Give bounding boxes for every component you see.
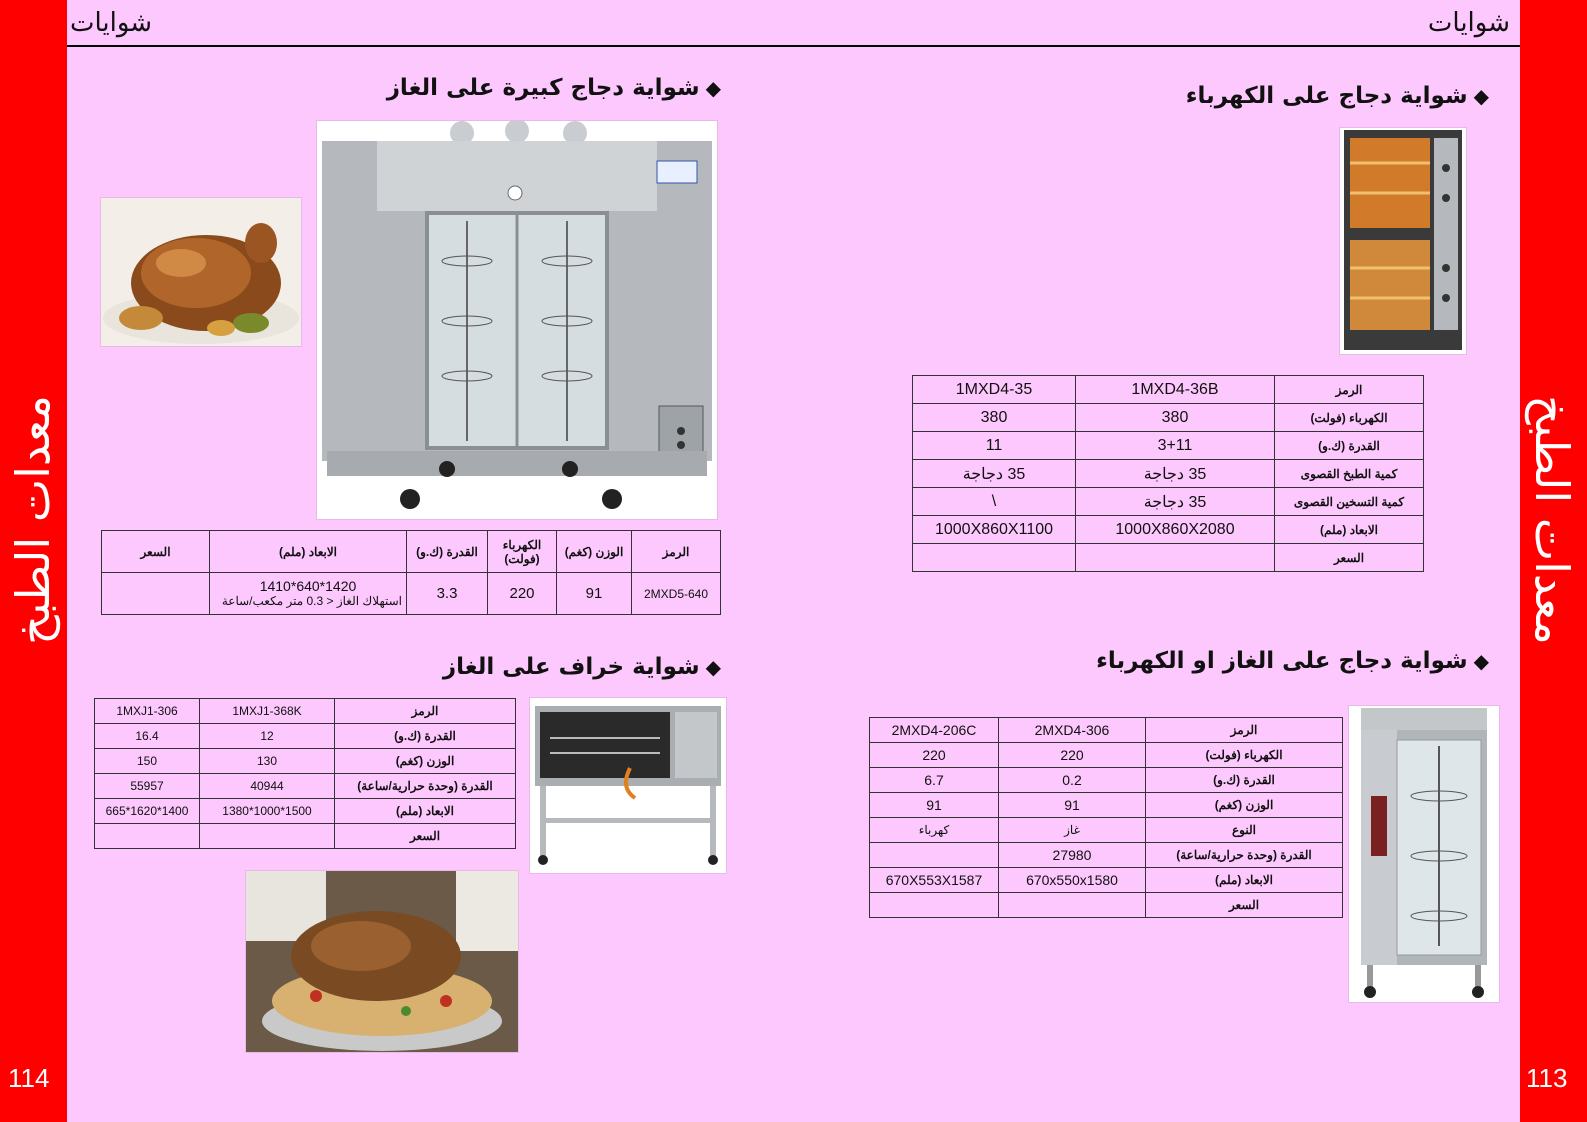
table-row: الابعاد (ملم) 1500*1000*1380 1400*1620*665 bbox=[95, 799, 516, 824]
roast-chicken-image bbox=[100, 197, 302, 347]
lamb-dish-image bbox=[245, 870, 519, 1053]
electric-rotisserie-image bbox=[1339, 127, 1467, 355]
header-volt: الكهرباء (فولت) bbox=[488, 531, 557, 573]
header-weight: الوزن (كغم) bbox=[557, 531, 632, 573]
table-row: الرمز 1MXD4-36B 1MXD4-35 bbox=[913, 376, 1424, 404]
table-row: النوع غاز كهرباء bbox=[870, 818, 1343, 843]
cell-volt: 220 bbox=[488, 573, 557, 615]
table-row: كمية الطبخ القصوى 35 دجاجة 35 دجاجة bbox=[913, 460, 1424, 488]
page-number-right: 113 bbox=[1526, 1063, 1568, 1093]
electric-spec-table bbox=[912, 375, 1424, 572]
table-row: الرمز 2MXD4-306 2MXD4-206C bbox=[870, 718, 1343, 743]
page-header-right: شوايات bbox=[1427, 8, 1510, 38]
table-row: الابعاد (ملم) 670x550x1580 670X553X1587 bbox=[870, 868, 1343, 893]
diamond-bullet-icon: ◆ bbox=[705, 76, 721, 100]
section-title-gas-or-electric: ◆شواية دجاج على الغاز او الكهرباء bbox=[1096, 648, 1489, 674]
diamond-bullet-icon: ◆ bbox=[705, 655, 721, 679]
header-divider bbox=[67, 45, 1520, 47]
cell-dims bbox=[210, 573, 407, 615]
cell-price bbox=[102, 573, 210, 615]
table-row: القدرة (ك.و) 12 16.4 bbox=[95, 724, 516, 749]
section-title-big-gas: ◆شواية دجاج كبيرة على الغاز bbox=[386, 75, 721, 101]
cell-weight: 91 bbox=[557, 573, 632, 615]
header-price: السعر bbox=[102, 531, 210, 573]
table-header-row bbox=[102, 531, 721, 573]
gas-or-electric-spec-table bbox=[869, 717, 1343, 918]
header-dims: الابعاد (ملم) bbox=[210, 531, 407, 573]
table-row: كمية التسخين القصوى 35 دجاجة \ bbox=[913, 488, 1424, 516]
page-number-left: 114 bbox=[8, 1063, 50, 1093]
table-row: القدرة (ك.و) 0.2 6.7 bbox=[870, 768, 1343, 793]
gas-consumption: استهلاك الغاز < 0.3 متر مكعب/ساعة bbox=[221, 593, 402, 608]
section-title-lamb-gas: ◆شواية خراف على الغاز bbox=[442, 654, 721, 680]
table-row: القدرة (وحدة حرارية/ساعة) 27980 bbox=[870, 843, 1343, 868]
table-row: الكهرباء (فولت) 220 220 bbox=[870, 743, 1343, 768]
table-row: الوزن (كغم) 91 91 bbox=[870, 793, 1343, 818]
cell-power: 3.3 bbox=[407, 573, 488, 615]
dims-value: 1420*640*1410 bbox=[259, 577, 357, 594]
big-gas-rotisserie-image bbox=[316, 120, 718, 520]
lamb-rotisserie-image bbox=[529, 697, 727, 874]
table-row: القدرة (وحدة حرارية/ساعة) 40944 55957 bbox=[95, 774, 516, 799]
diamond-bullet-icon: ◆ bbox=[1473, 649, 1489, 673]
page-header-left: شوايات bbox=[70, 8, 153, 38]
section-title-electric: ◆شواية دجاج على الكهرباء bbox=[1185, 83, 1489, 109]
table-row: السعر bbox=[95, 824, 516, 849]
left-side-title: معدات الطبخ bbox=[6, 395, 60, 645]
right-side-title: معدات الطبخ bbox=[1525, 395, 1579, 645]
cell-code: 2MXD5-640 bbox=[632, 573, 721, 615]
gas-electric-rotisserie-image bbox=[1348, 705, 1500, 1003]
table-row bbox=[102, 573, 721, 615]
table-row: السعر bbox=[913, 544, 1424, 572]
diamond-bullet-icon: ◆ bbox=[1473, 84, 1489, 108]
big-gas-spec-table bbox=[101, 530, 721, 615]
table-row: الكهرباء (فولت) 380 380 bbox=[913, 404, 1424, 432]
lamb-spec-table bbox=[94, 698, 516, 849]
header-power: القدرة (ك.و) bbox=[407, 531, 488, 573]
table-row: القدرة (ك.و) 3+11 11 bbox=[913, 432, 1424, 460]
table-row: الابعاد (ملم) 1000X860X2080 1000X860X1100 bbox=[913, 516, 1424, 544]
table-row: الوزن (كغم) 130 150 bbox=[95, 749, 516, 774]
table-row: السعر bbox=[870, 893, 1343, 918]
table-row: الرمز 1MXJ1-368K 1MXJ1-306 bbox=[95, 699, 516, 724]
header-code: الرمز bbox=[632, 531, 721, 573]
